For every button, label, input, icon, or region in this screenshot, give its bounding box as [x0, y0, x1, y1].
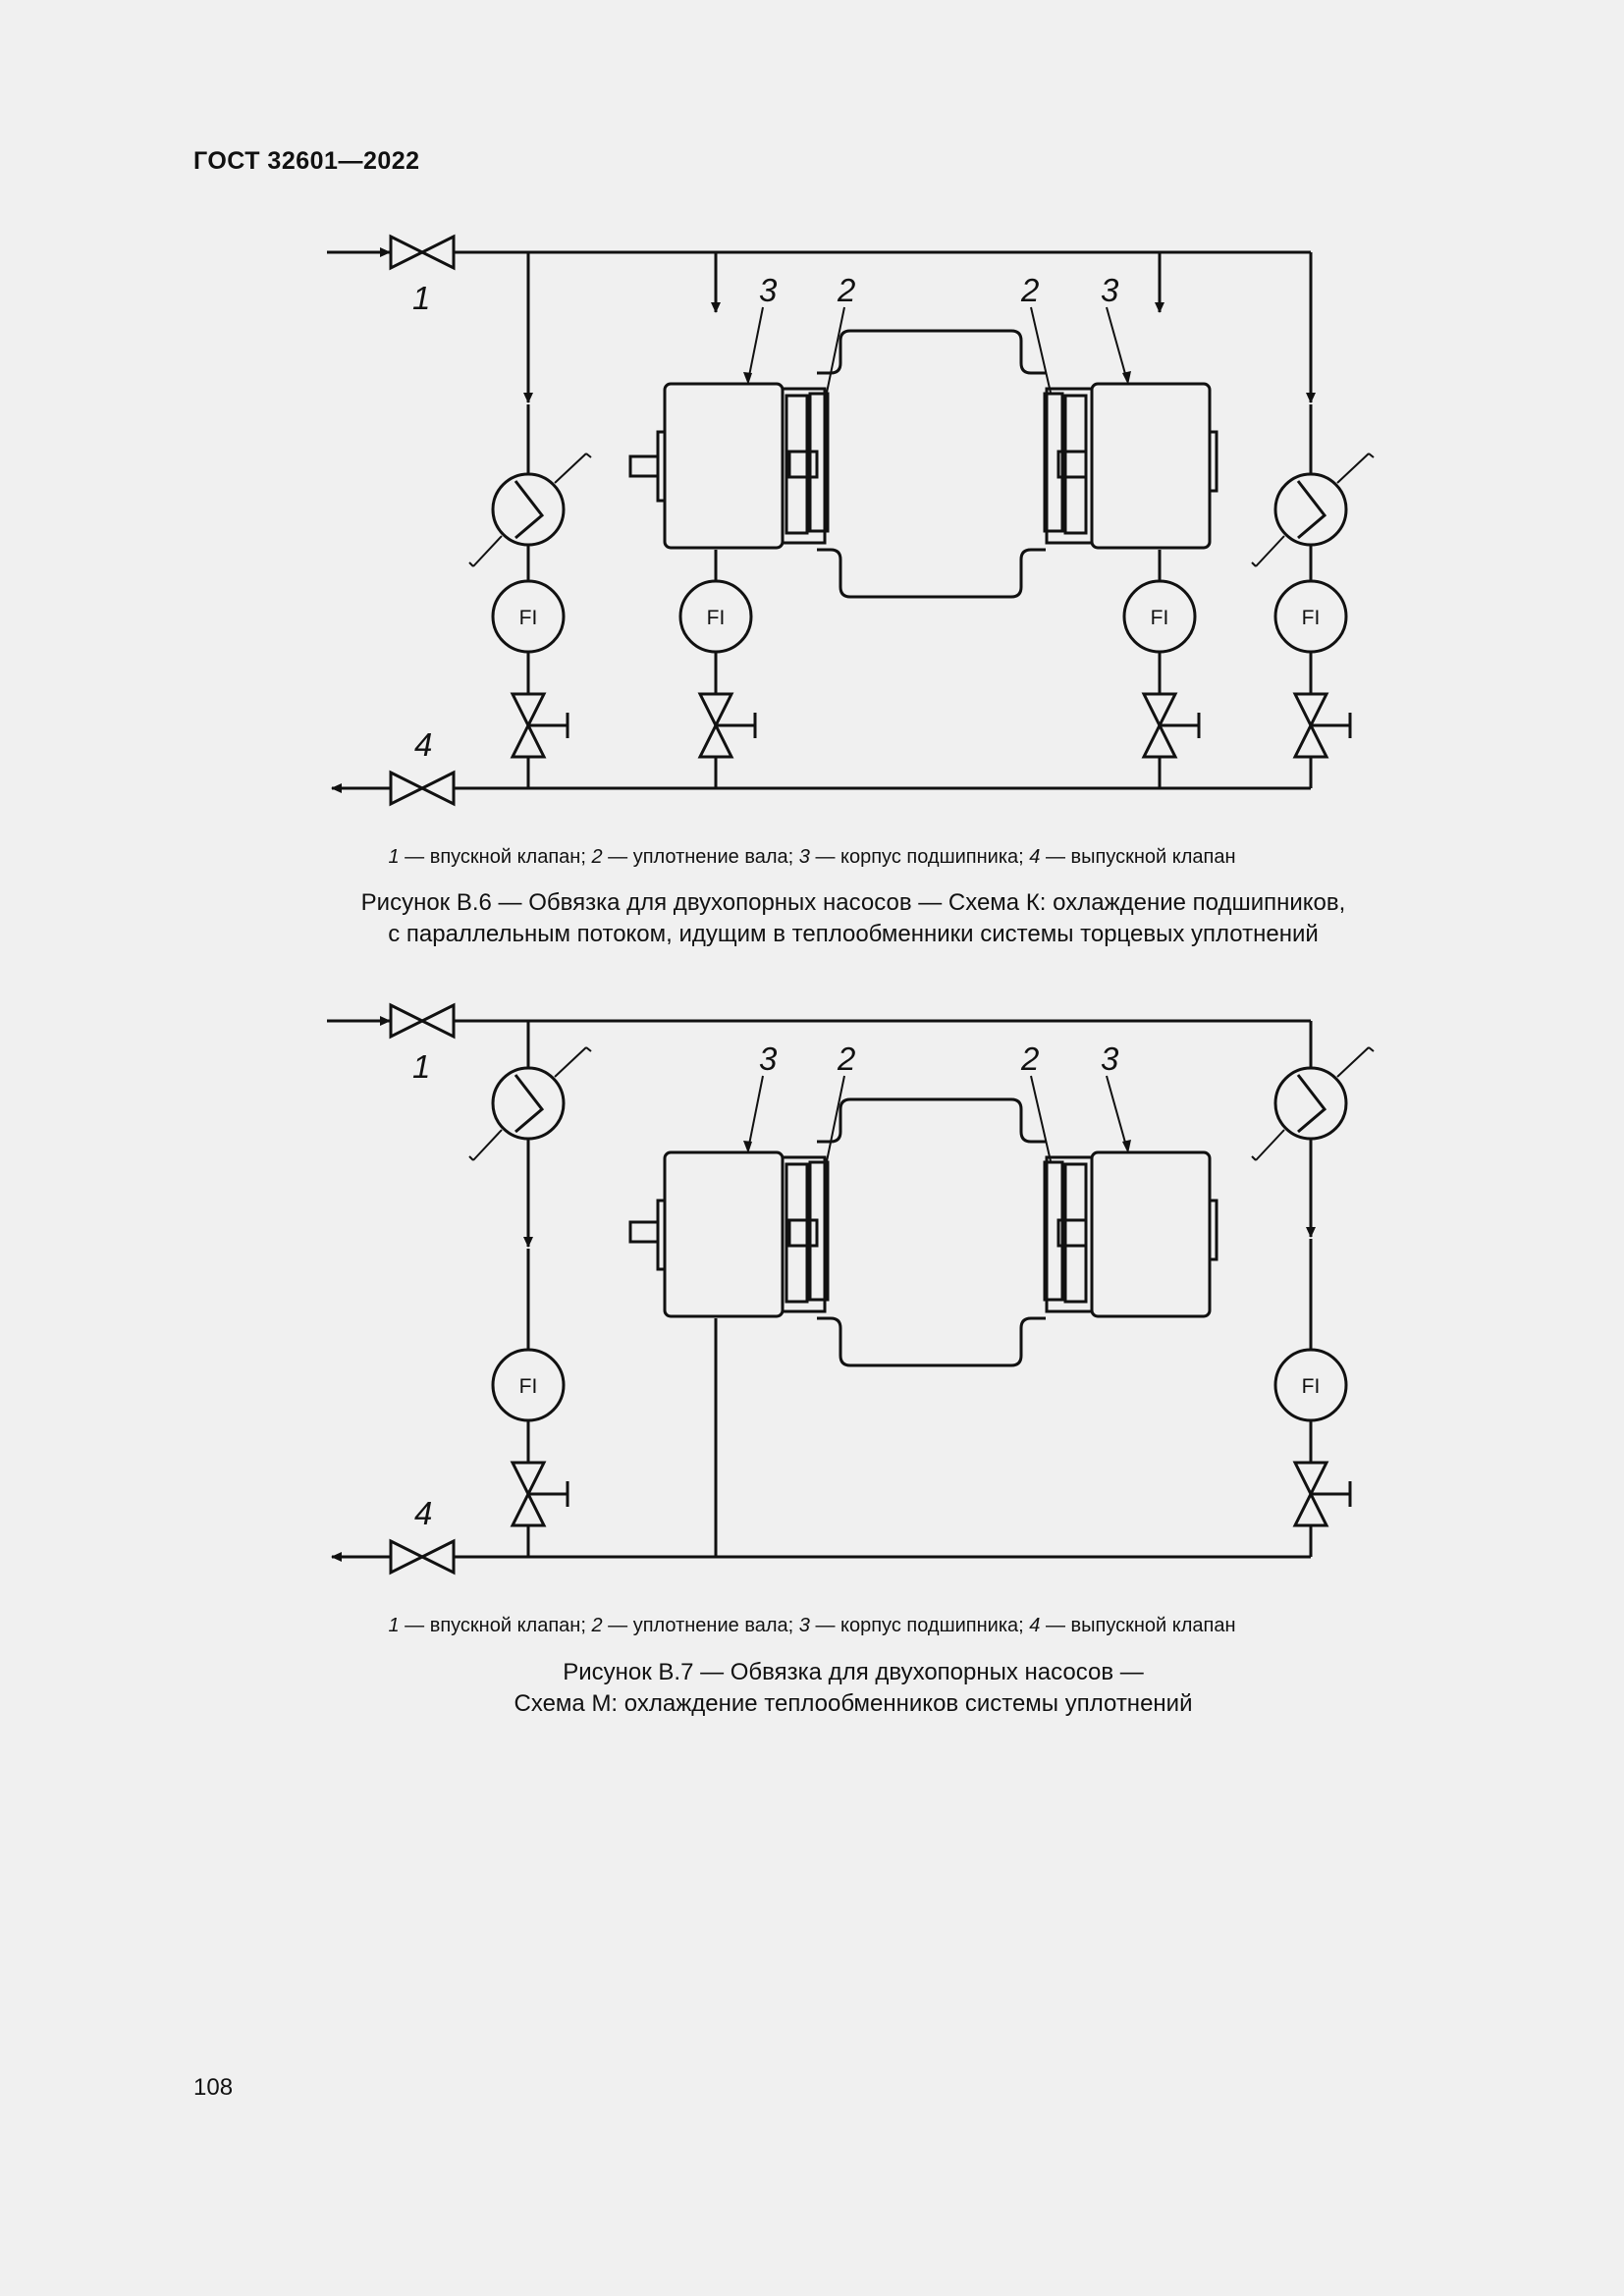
heat-exchanger-left — [469, 1047, 591, 1160]
figure-b7-legend: 1 — впускной клапан; 2 — уплотнение вала; 3 — корпус подшипника; 4 — выпускной клапан — [388, 1615, 1236, 1636]
flow-indicator-1 — [493, 581, 564, 652]
label-2-left: 2 — [838, 272, 856, 308]
label-1: 1 — [412, 1048, 431, 1085]
shaft-seal-right — [1045, 1157, 1092, 1311]
label-3-left: 3 — [759, 1041, 778, 1077]
svg-text:FI: FI — [1301, 607, 1321, 629]
document-header: ГОСТ 32601—2022 — [193, 147, 420, 175]
shaft-seal-left — [783, 389, 828, 543]
flow-indicator-1 — [493, 1350, 564, 1420]
page-number: 108 — [193, 2074, 234, 2101]
outlet-valve-4 — [391, 773, 454, 804]
outlet-valve-4 — [391, 1541, 454, 1573]
bearing-housing-right — [1092, 1152, 1210, 1316]
shaft-seal-left — [783, 1157, 828, 1311]
valve-left — [513, 694, 568, 757]
shaft-seal-right — [1045, 389, 1092, 543]
bearing-housing-right — [1092, 384, 1210, 548]
valve-right — [1295, 694, 1350, 757]
bearing-housing-left — [665, 384, 783, 548]
heat-exchanger-right — [1252, 454, 1374, 566]
valve-right — [1295, 1463, 1350, 1525]
label-1: 1 — [412, 280, 431, 316]
svg-text:FI: FI — [1301, 1375, 1321, 1398]
svg-text:FI: FI — [706, 607, 726, 629]
pump-body — [630, 1099, 1217, 1365]
label-3-right: 3 — [1101, 1041, 1119, 1077]
bearing-housing-left — [665, 1152, 783, 1316]
figure-b6-legend: 1 — впускной клапан; 2 — уплотнение вала; 3 — корпус подшипника; 4 — выпускной клапан — [388, 846, 1236, 868]
pump-body — [630, 331, 1217, 597]
flow-indicator-3 — [1124, 581, 1195, 652]
heat-exchanger-left — [469, 454, 591, 566]
inlet-valve-1 — [391, 237, 454, 268]
valve-center-right — [1144, 694, 1199, 757]
label-4: 4 — [414, 726, 433, 763]
svg-text:FI: FI — [518, 1375, 538, 1398]
label-2-right: 2 — [1021, 272, 1040, 308]
figure-b6-caption: Рисунок В.6 — Обвязка для двухопорных насосов — Схема К: охлаждение подшипников, с параллельным потоком, идущим в теплообменники системы торцевых уплотнений — [360, 889, 1346, 947]
inlet-valve-1 — [391, 1005, 454, 1037]
flow-indicator-2 — [680, 581, 751, 652]
flow-indicator-2 — [1275, 1350, 1346, 1420]
heat-exchanger-right — [1252, 1047, 1374, 1160]
label-2-right: 2 — [1021, 1041, 1040, 1077]
svg-text:FI: FI — [1150, 607, 1169, 629]
label-3-right: 3 — [1101, 272, 1119, 308]
valve-center-left — [700, 694, 755, 757]
svg-text:FI: FI — [518, 607, 538, 629]
valve-left — [513, 1463, 568, 1525]
figure-b6-diagram — [0, 196, 1624, 825]
figure-b7-caption: Рисунок В.7 — Обвязка для двухопорных насосов — Схема М: охлаждение теплообменников системы уплотнений — [514, 1659, 1193, 1717]
label-4: 4 — [414, 1495, 433, 1531]
flow-indicator-4 — [1275, 581, 1346, 652]
label-3-left: 3 — [759, 272, 778, 308]
label-2-left: 2 — [838, 1041, 856, 1077]
figure-b7-diagram — [0, 972, 1624, 1600]
